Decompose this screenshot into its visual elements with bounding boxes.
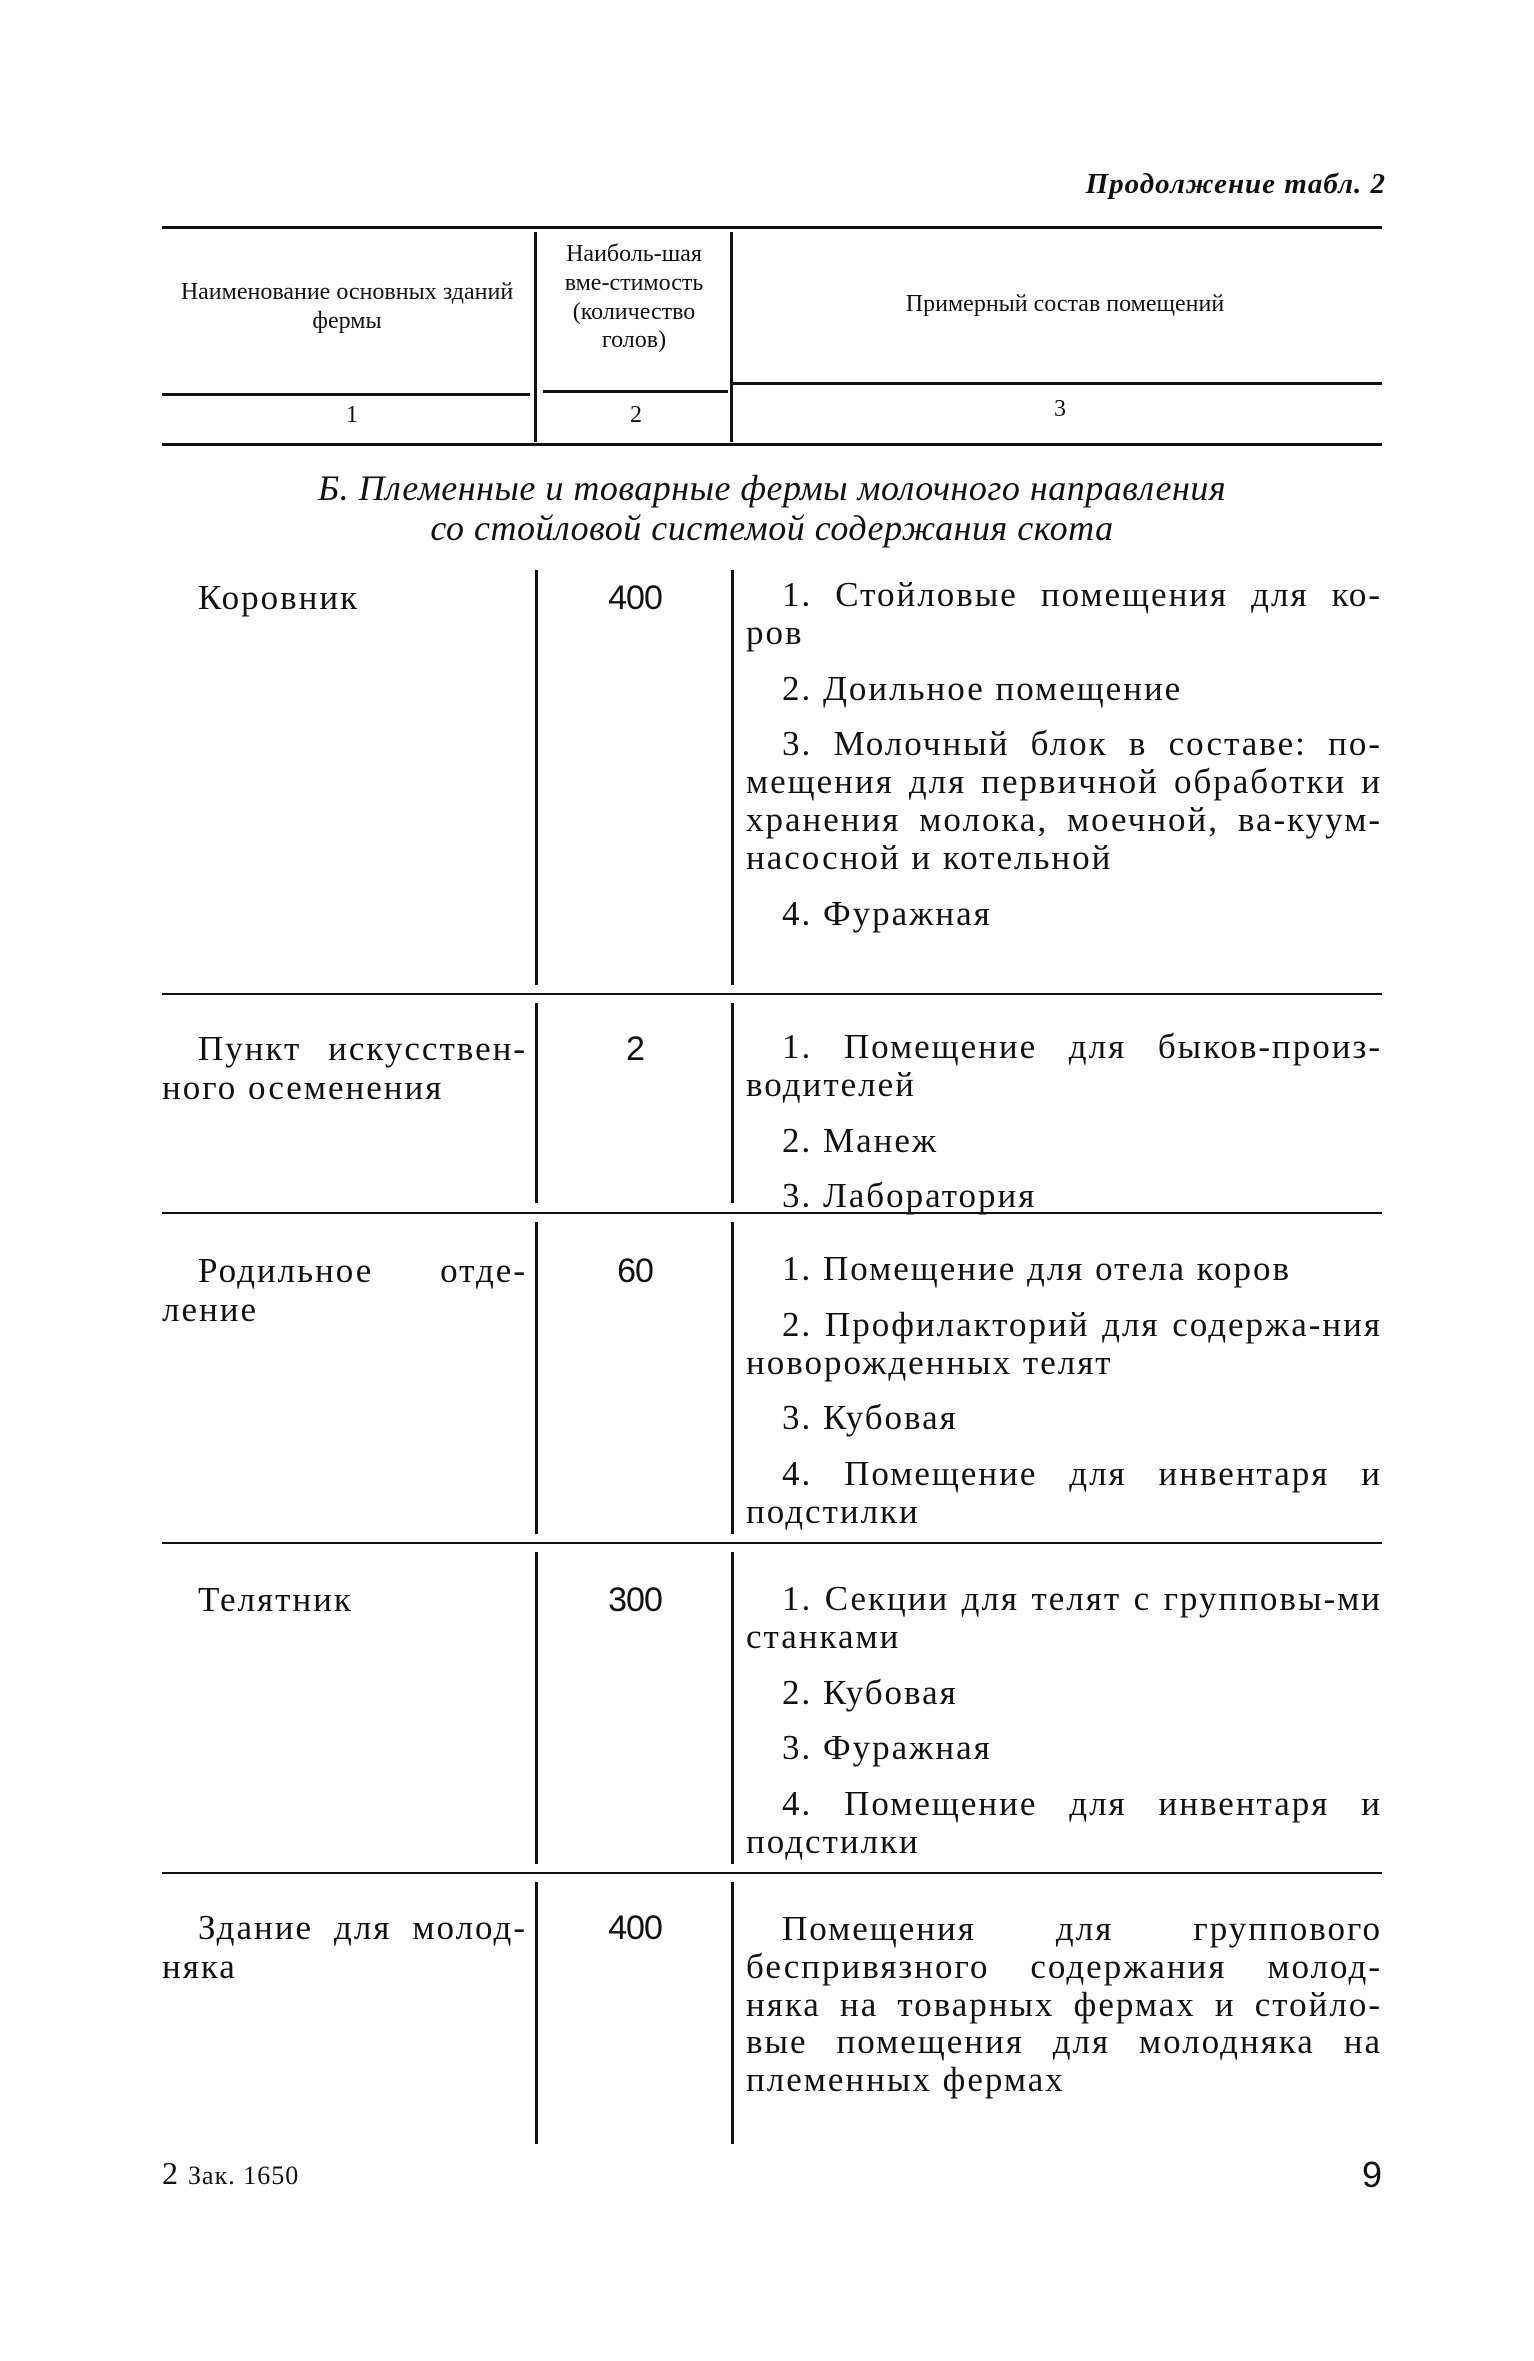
body-divider-2-row-5 bbox=[731, 1882, 734, 2144]
list-item: 1. Помещение для отела коров bbox=[782, 1249, 1292, 1288]
header-col-rooms: Примерный состав помещений bbox=[905, 291, 1225, 317]
body-divider-1-row-2 bbox=[535, 1003, 538, 1203]
rooms-list bbox=[746, 1028, 1382, 1233]
page-number: 9 bbox=[1361, 2154, 1382, 2195]
header-divider-1 bbox=[534, 232, 537, 442]
body-divider-1-row-3 bbox=[535, 1222, 538, 1534]
body-divider-2-row-1 bbox=[731, 570, 734, 985]
body-divider-2-row-4 bbox=[731, 1552, 734, 1864]
section-title-line-1: Б. Племенные и товарные фермы молочного направления bbox=[317, 468, 1227, 508]
rooms-list bbox=[746, 1910, 1382, 2117]
list-item: 2. Профилакторий для содержа-ния новорожденных телят bbox=[746, 1304, 1382, 1382]
order-number: 2 bbox=[162, 2155, 179, 2191]
building-name: Здание для молод-няка bbox=[162, 1908, 527, 1986]
list-item: 2. Манеж bbox=[782, 1120, 939, 1160]
list-item: 3. Фуражная bbox=[782, 1728, 992, 1768]
header-bottom-rule-2 bbox=[543, 390, 728, 393]
column-number-1: 1 bbox=[346, 402, 358, 428]
header-bottom-rule-3 bbox=[733, 382, 1382, 385]
section-title-line-2: со стойловой системой содержания скота bbox=[430, 508, 1114, 549]
body-divider-2-row-3 bbox=[731, 1222, 734, 1534]
header-col-capacity: Наиболь-шая вме-стимость (количество голов) bbox=[564, 241, 704, 354]
list-item: 2. Доильное помещение bbox=[782, 668, 1183, 708]
order-label: Зак. 1650 bbox=[188, 2161, 300, 2190]
header-bottom-rule-1 bbox=[162, 393, 530, 396]
capacity-value: 400 bbox=[608, 1909, 662, 1947]
body-divider-2-row-2 bbox=[731, 1003, 734, 1203]
list-item: 1. Секции для телят с групповы-ми станками bbox=[746, 1579, 1382, 1656]
header-col-name: Наименование основных зданий фермы bbox=[180, 279, 514, 334]
section-title bbox=[162, 468, 1382, 549]
list-item: 3. Лаборатория bbox=[782, 1176, 1037, 1216]
column-number-2: 2 bbox=[630, 402, 642, 428]
building-name: Пункт искусствен-ного осеменения bbox=[162, 1029, 527, 1107]
print-order-mark bbox=[162, 2155, 299, 2192]
column-number-3: 3 bbox=[1054, 396, 1066, 422]
list-item: 2. Кубовая bbox=[782, 1672, 958, 1712]
list-item: 4. Помещение для инвентаря и подстилки bbox=[746, 1454, 1382, 1531]
body-divider-1-row-4 bbox=[535, 1552, 538, 1864]
list-item: 4. Помещение для инвентаря и подстилки bbox=[746, 1784, 1382, 1861]
capacity-value: 60 bbox=[617, 1252, 653, 1290]
rooms-list bbox=[746, 576, 1382, 950]
list-item: 3. Молочный блок в составе: по-мещения для первичной обработки и хранения молока, моечной, ва-куум-насосной и котельной bbox=[746, 724, 1382, 877]
rooms-list bbox=[746, 1250, 1382, 1549]
building-name: Коровник bbox=[198, 578, 360, 617]
body-divider-1-row-5 bbox=[535, 1882, 538, 2144]
body-divider-1-row-1 bbox=[535, 570, 538, 985]
list-item: Помещения для группового беспривязного содержания молод-няка на товарных фермах и стойло-вые помещения для молодняка на племенных фермах bbox=[746, 1909, 1382, 2100]
row-separator-1 bbox=[162, 993, 1382, 995]
table-top-rule bbox=[162, 226, 1382, 229]
list-item: 4. Фуражная bbox=[782, 893, 992, 933]
header-divider-2 bbox=[730, 232, 733, 442]
list-item: 1. Стойловые помещения для ко-ров bbox=[746, 575, 1382, 652]
capacity-value: 400 bbox=[608, 579, 662, 617]
column-number-bottom-rule bbox=[162, 443, 1382, 446]
rooms-list bbox=[746, 1580, 1382, 1879]
building-name: Телятник bbox=[198, 1580, 353, 1619]
capacity-value: 2 bbox=[626, 1030, 644, 1068]
capacity-value: 300 bbox=[608, 1581, 662, 1619]
building-name: Родильное отде-ление bbox=[162, 1251, 527, 1329]
list-item: 3. Кубовая bbox=[782, 1398, 958, 1438]
list-item: 1. Помещение для быков-произ-водителей bbox=[746, 1027, 1382, 1104]
table-caption: Продолжение табл. 2 bbox=[1085, 168, 1386, 200]
